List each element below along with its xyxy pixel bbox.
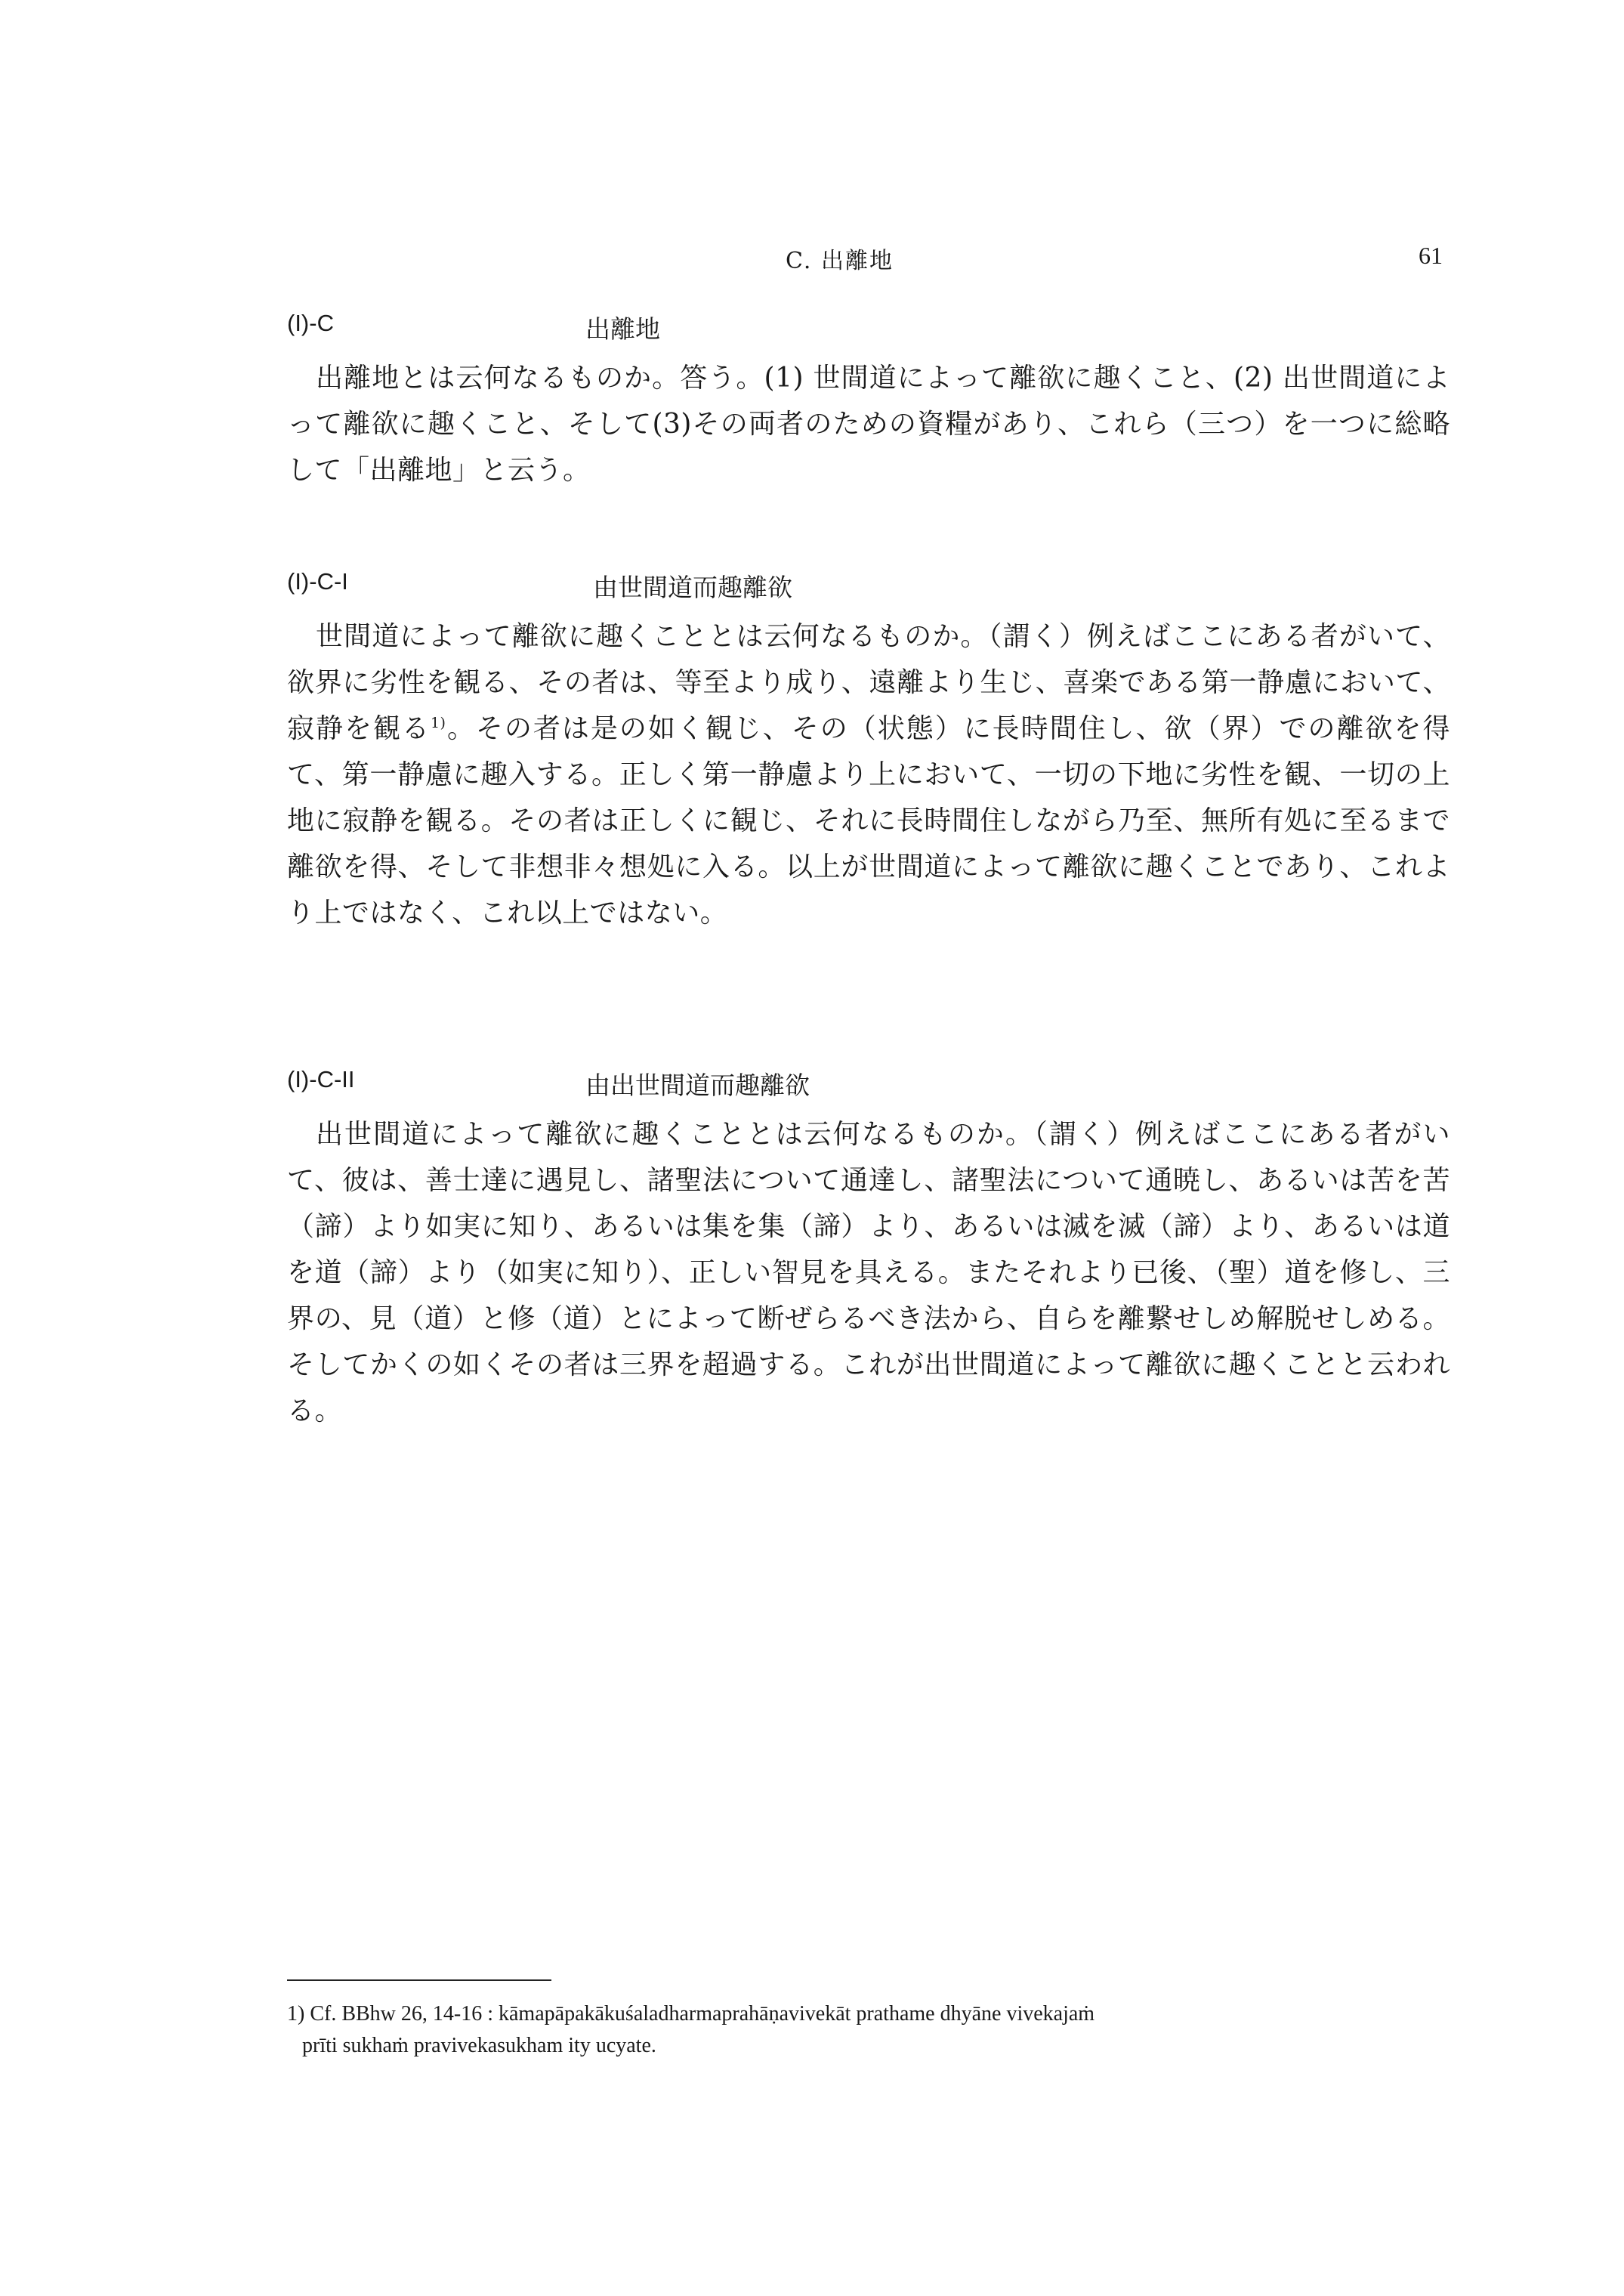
section-c: [287, 310, 1450, 493]
section-number: (I)-C: [287, 310, 334, 336]
body-text-part-1: 世間道によって離欲に趣くこととは云何なるものか。（謂く）例えばここにある者がいて、欲界に劣性を観る、その者は、等至より成り、遠離より生じ、喜楽である第一静慮において、寂静を観る: [287, 621, 1450, 744]
section-heading: [287, 1066, 1450, 1111]
section-c-2: [287, 1066, 1450, 1434]
section-heading: [287, 568, 1450, 613]
section-c-1: [287, 568, 1450, 936]
section-title: 由世間道而趣離欲: [593, 573, 792, 602]
section-body: 出世間道によって離欲に趣くこととは云何なるものか。（謂く）例えばここにある者がいて、彼は、善士達に遇見し、諸聖法について通達し、諸聖法について通暁し、あるいは苦を苦（諦）より如実に知り、あるいは集を集（諦）より、あるいは滅を滅（諦）より、あるいは道を道（諦）より（如実に知り）、正しい智見を具える。またそれより已後、（聖）道を修し、三界の、見（道）と修（道）とによって断ぜらるべき法から、自らを離繋せしめ解脱せしめる。そしてかくの如くその者は三界を超過する。これが出世間道によって離欲に趣くことと云われる。: [287, 1119, 1450, 1426]
section-title: 由出世間道而趣離欲: [585, 1071, 810, 1100]
footnote: [287, 1998, 1450, 2062]
running-head: [0, 242, 1624, 280]
running-head-title: C. 出離地: [786, 248, 894, 274]
section-number: (I)-C-I: [287, 568, 348, 595]
section-heading: [287, 310, 1450, 355]
section-number: (I)-C-II: [287, 1066, 355, 1092]
section-body: 出離地とは云何なるものか。答う。(1) 世間道によって離欲に趣くこと、(2) 出世間道によって離欲に趣くこと、そして(3)その両者のための資糧があり、これら（三つ）を一つに総略して「出離地」と云う。: [287, 363, 1450, 486]
section-body: [287, 613, 1450, 936]
footnote-rule: [287, 1979, 551, 1981]
body-text-part-2: 。その者は是の如く観じ、その（状態）に長時間住し、欲（界）での離欲を得て、第一静慮に趣入する。正しく第一静慮より上において、一切の下地に劣性を観、一切の上地に寂静を観る。その者は正しくに観じ、それに長時間住しながら乃至、無所有処に至るまで離欲を得、そして非想非々想処に入る。以上が世間道によって離欲に趣くことであり、これより上ではなく、これ以上ではない。: [287, 713, 1450, 929]
section-title: 出離地: [585, 314, 660, 344]
page-number: 61: [1419, 242, 1443, 269]
footnote-line-2: prīti sukhaṁ pravivekasukham ity ucyate.: [302, 2034, 656, 2057]
footnote-marker: 1): [430, 715, 446, 731]
footnote-line-1: 1) Cf. BBhw 26, 14-16 : kāmapāpakākuśaladharmaprahāṇavivekāt prathame dhyāne vivekajaṁ: [287, 2002, 1095, 2026]
